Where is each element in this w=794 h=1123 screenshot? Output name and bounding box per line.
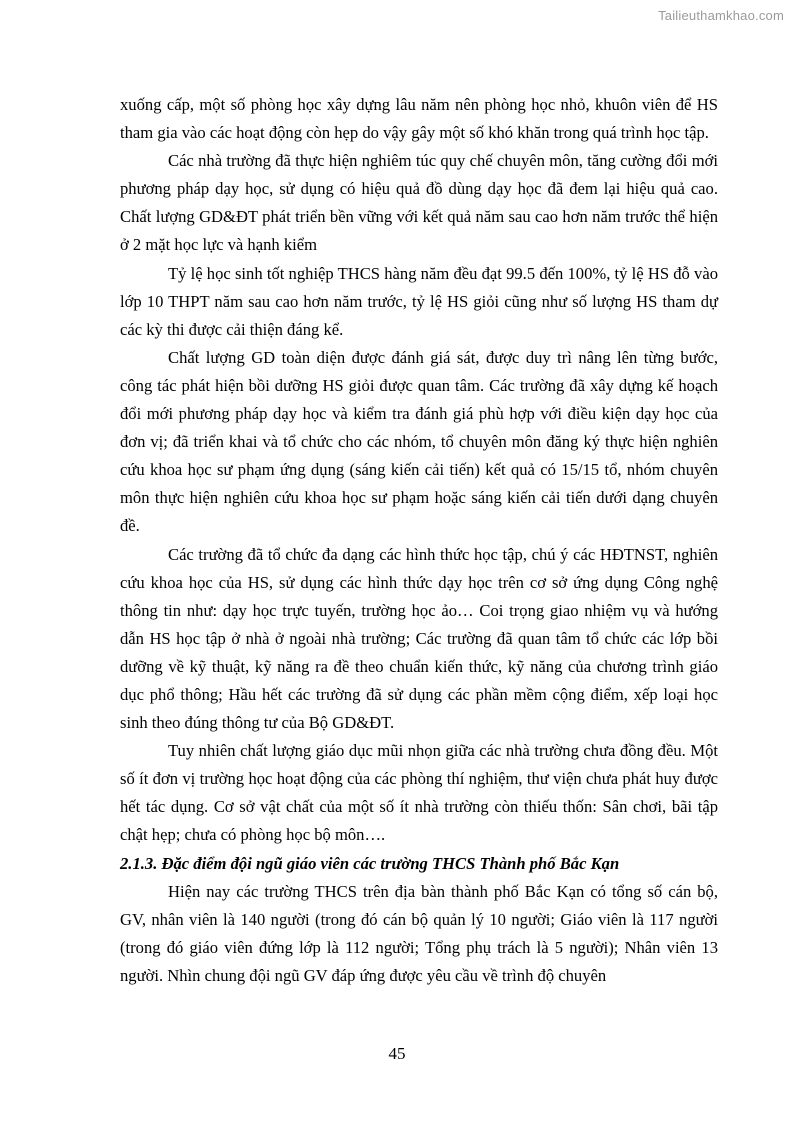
paragraph-comprehensive-quality: Chất lượng GD toàn diện được đánh giá sát, được duy trì nâng lên từng bước, công tác phát hiện bồi dưỡng HS giỏi được quan tâm. Các trường đã xây dựng kế hoạch đổi mới phương pháp dạy học và kiểm tra đánh giá phù hợp với điều kiện dạy học của đơn vị; đã triển khai và tổ chức cho các nhóm, tổ chuyên môn đăng ký thực hiện nghiên cứu khoa học sư phạm ứng dụng (sáng kiến cải tiến) kết quả có 15/15 tổ, nhóm chuyên môn thực hiện nghiên cứu khoa học sư phạm hoặc sáng kiến cải tiến dưới dạng chuyên đề. [120, 347, 718, 536]
paragraph-staff-overview: Hiện nay các trường THCS trên địa bàn thành phố Bắc Kạn có tổng số cán bộ, GV, nhân viên là 140 người (trong đó cán bộ quản lý 10 người; Giáo viên là 117 người (trong đó giáo viên đứng lớp là 112 người; Tổng phụ trách là 5 người); Nhân viên 13 người. Nhìn chung đội ngũ GV đáp ứng được yêu cầu về trình độ chuyên [120, 881, 718, 985]
section-heading: 2.1.3. Đặc điểm đội ngũ giáo viên các trường THCS Thành phố Bắc Kạn [120, 853, 620, 873]
paragraph-continuation: xuống cấp, một số phòng học xây dựng lâu năm nên phòng học nhỏ, khuôn viên để HS tham gia vào các hoạt động còn hẹp do vậy gây một số khó khăn trong quá trình học tập. [120, 95, 718, 143]
paragraph-limitations: Tuy nhiên chất lượng giáo dục mũi nhọn giữa các nhà trường chưa đồng đều. Một số ít đơn vị trường học hoạt động của các phòng thí nghiệm, thư viện chưa phát huy được hết tác dụng. Cơ sở vật chất của một số ít nhà trường còn thiếu thốn: Sân chơi, bãi tập chật hẹp; chưa có phòng học bộ môn…. [120, 741, 718, 845]
document-body [120, 91, 718, 990]
watermark: Tailieuthamkhao.com [658, 8, 784, 23]
paragraph-learning-forms: Các trường đã tổ chức đa dạng các hình thức học tập, chú ý các HĐTNST, nghiên cứu khoa học của HS, sử dụng các hình thức dạy học trên cơ sở ứng dụng Công nghệ thông tin như: dạy học trực tuyến, trường học ảo… Coi trọng giao nhiệm vụ và hướng dẫn HS học tập ở nhà ở ngoài nhà trường; Các trường đã quan tâm tổ chức các lớp bồi dưỡng về kỹ thuật, kỹ năng ra đề theo chuẩn kiến thức, kỹ năng của chương trình giáo dục phổ thông; Hầu hết các trường đã sử dụng các phần mềm cộng điểm, xếp loại học sinh theo đúng thông tư của Bộ GD&ĐT. [120, 544, 718, 733]
paragraph-graduation-rate: Tỷ lệ học sinh tốt nghiệp THCS hàng năm đều đạt 99.5 đến 100%, tỷ lệ HS đỗ vào lớp 10 THPT năm sau cao hơn năm trước, tỷ lệ HS giỏi cũng như số lượng HS tham dự các kỳ thi được cải thiện đáng kể. [120, 263, 718, 339]
page-number: 45 [388, 1044, 406, 1063]
paragraph-teaching-methods: Các nhà trường đã thực hiện nghiêm túc quy chế chuyên môn, tăng cường đổi mới phương pháp dạy học, sử dụng có hiệu quả đồ dùng dạy học đã đem lại hiệu quả cao. Chất lượng GD&ĐT phát triển bền vững với kết quả năm sau cao hơn năm trước thể hiện ở 2 mặt học lực và hạnh kiểm [120, 151, 718, 255]
